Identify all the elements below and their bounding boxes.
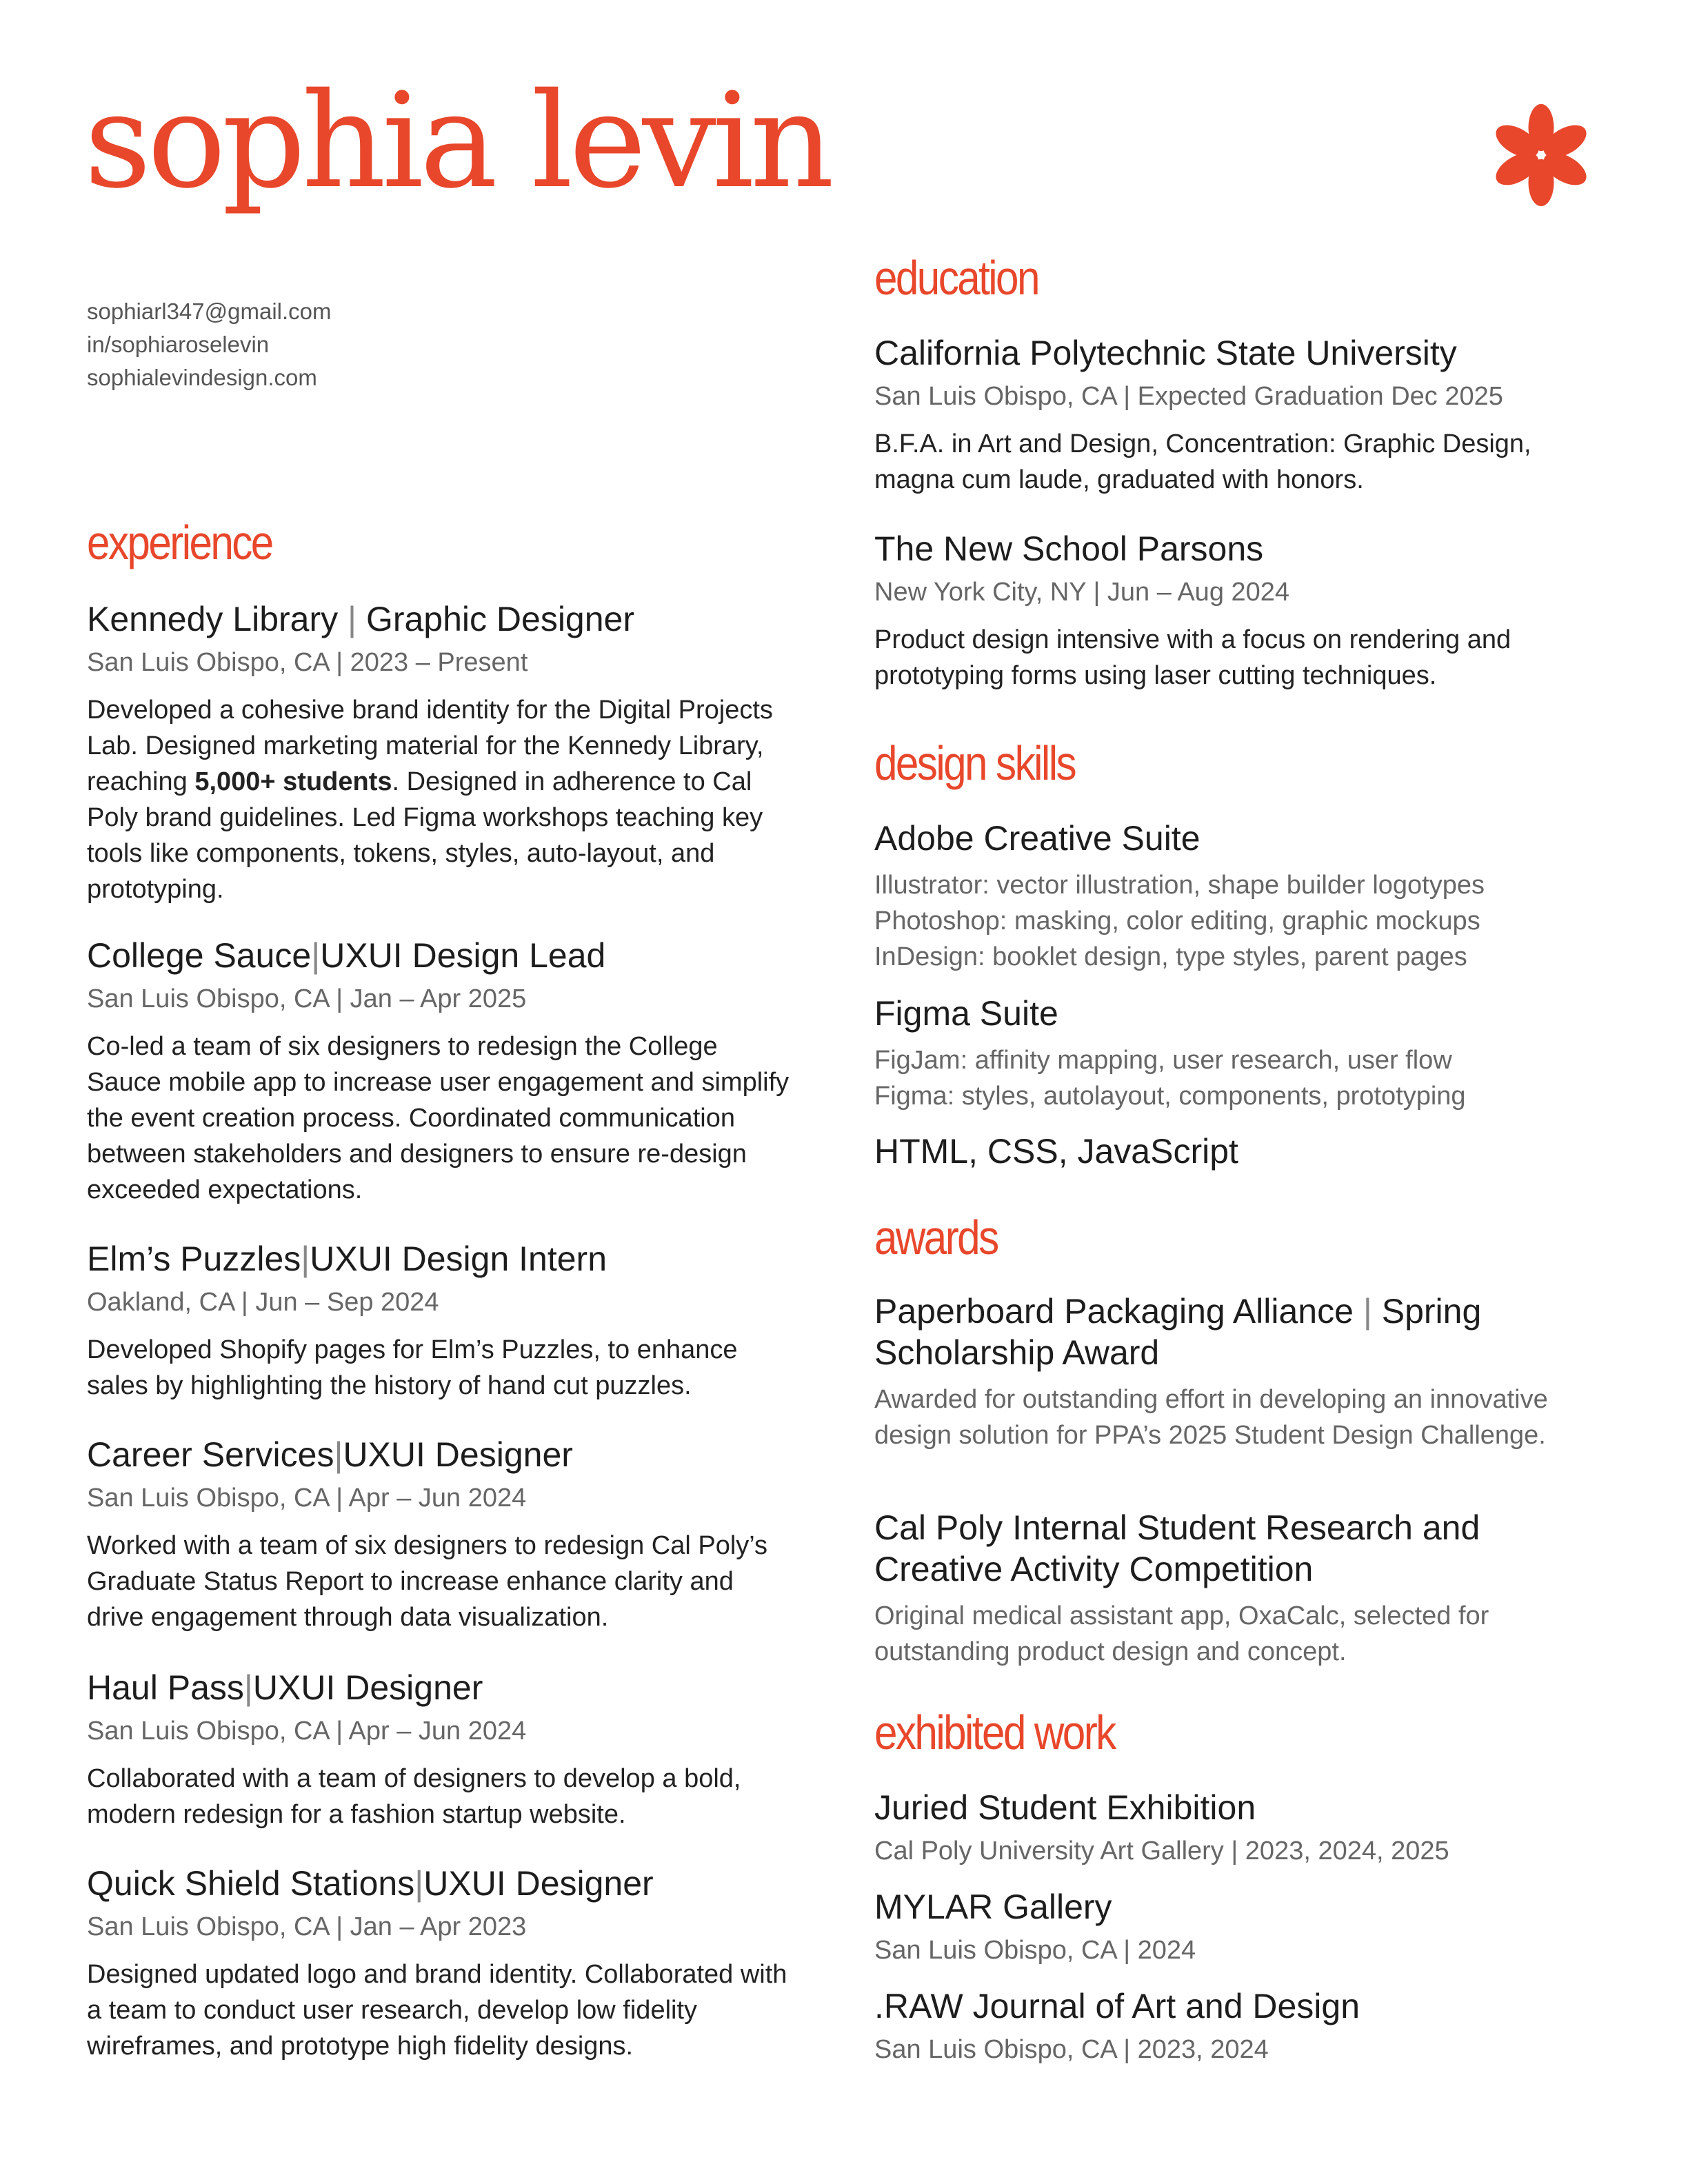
school-description: B.F.A. in Art and Design, Concentration: Graphic Design, magna cum laude, graduated with honors. xyxy=(874,429,1531,494)
experience-entry xyxy=(87,1863,797,2064)
job-title: Quick Shield Stations|UXUI Designer xyxy=(87,1864,654,1903)
exhibit-meta: San Luis Obispo, CA | 2024 xyxy=(874,1936,1196,1965)
skill-group xyxy=(874,1131,1605,1172)
exhibit-name: MYLAR Gallery xyxy=(874,1888,1112,1926)
job-description: Collaborated with a team of designers to develop a bold, modern redesign for a fashion startup website. xyxy=(87,1764,741,1829)
award-name: Paperboard Packaging Alliance | Spring Scholarship Award xyxy=(874,1292,1482,1372)
job-description: Designed updated logo and brand identity. Collaborated with a team to conduct user research, develop low fidelity wireframes, and prototype high fidelity designs. xyxy=(87,1960,787,2061)
skill-group-name: Figma Suite xyxy=(874,994,1058,1033)
skill-group xyxy=(874,993,1605,1114)
job-title: Haul Pass|UXUI Designer xyxy=(87,1668,483,1707)
school-name: California Polytechnic State University xyxy=(874,334,1457,372)
school-meta: San Luis Obispo, CA | Expected Graduation Dec 2025 xyxy=(874,382,1503,411)
school-meta: New York City, NY | Jun – Aug 2024 xyxy=(874,578,1290,607)
exhibit-name: Juried Student Exhibition xyxy=(874,1788,1256,1827)
exhibit-entry xyxy=(874,1886,1605,1966)
exhibit-meta: San Luis Obispo, CA | 2023, 2024 xyxy=(874,2035,1269,2064)
experience-heading: experience xyxy=(87,516,272,569)
experience-entry xyxy=(87,1667,797,1832)
job-meta: Oakland, CA | Jun – Sep 2024 xyxy=(87,1288,439,1317)
award-description: Awarded for outstanding effort in developing an innovative design solution for PPA’s 2025 Student Design Challenge. xyxy=(874,1385,1548,1450)
exhibit-meta: Cal Poly University Art Gallery | 2023, 2024, 2025 xyxy=(874,1837,1449,1866)
job-title: Career Services|UXUI Designer xyxy=(87,1435,573,1474)
job-meta: San Luis Obispo, CA | Jan – Apr 2025 xyxy=(87,984,527,1013)
job-meta: San Luis Obispo, CA | Apr – Jun 2024 xyxy=(87,1484,527,1513)
skill-group-name: Adobe Creative Suite xyxy=(874,819,1200,858)
education-entry xyxy=(874,528,1605,694)
job-description: Developed Shopify pages for Elm’s Puzzles, to enhance sales by highlighting the history of hand cut puzzles. xyxy=(87,1335,738,1400)
exhibit-entry xyxy=(874,1787,1605,1867)
job-title: Kennedy Library | Graphic Designer xyxy=(87,600,634,638)
awards-heading: awards xyxy=(874,1211,998,1264)
exhibit-entry xyxy=(874,1985,1605,2065)
school-description: Product design intensive with a focus on rendering and prototyping forms using laser cutting techniques. xyxy=(874,625,1511,690)
job-description: Developed a cohesive brand identity for the Digital Projects Lab. Designed marketing material for the Kennedy Library, reaching 5,000+ students. Designed in adherence to Cal Poly brand guidelines. Led Figma workshops teaching key tools like components, tokens, styles, auto-layout, and prototyping. xyxy=(87,696,773,904)
job-meta: San Luis Obispo, CA | Jan – Apr 2023 xyxy=(87,1912,527,1941)
website-link[interactable]: sophialevindesign.com xyxy=(87,365,317,390)
award-entry xyxy=(874,1507,1605,1670)
experience-entry xyxy=(87,1434,797,1635)
education-entry xyxy=(874,332,1605,498)
award-name: Cal Poly Internal Student Research and Creative Activity Competition xyxy=(874,1508,1480,1588)
skill-group-name: HTML, CSS, JavaScript xyxy=(874,1132,1238,1171)
job-description: Worked with a team of six designers to redesign Cal Poly’s Graduate Status Report to increase enhance clarity and drive engagement through data visualization. xyxy=(87,1531,768,1632)
exhibited-heading: exhibited work xyxy=(874,1706,1115,1759)
job-title: Elm’s Puzzles|UXUI Design Intern xyxy=(87,1240,607,1278)
job-meta: San Luis Obispo, CA | Apr – Jun 2024 xyxy=(87,1717,527,1746)
exhibit-name: .RAW Journal of Art and Design xyxy=(874,1987,1360,2025)
job-title: College Sauce|UXUI Design Lead xyxy=(87,936,606,975)
resume-name: sophia levin xyxy=(84,65,831,217)
job-description: Co-led a team of six designers to redesign the College Sauce mobile app to increase user engagement and simplify the event creation process. Coordinated communication between stakeholders and designers to ensure re-design exceeded expectations. xyxy=(87,1032,790,1204)
experience-entry xyxy=(87,935,797,1208)
asterisk-icon xyxy=(1489,100,1593,210)
experience-entry xyxy=(87,1238,797,1404)
school-name: The New School Parsons xyxy=(874,529,1264,568)
linkedin-link[interactable]: in/sophiaroselevin xyxy=(87,332,270,357)
skill-lines: FigJam: affinity mapping, user research, user flow Figma: styles, autolayout, components, prototyping xyxy=(874,1046,1466,1111)
experience-entry xyxy=(87,598,797,907)
job-meta: San Luis Obispo, CA | 2023 – Present xyxy=(87,648,528,677)
contact-info xyxy=(87,295,332,394)
skill-group xyxy=(874,818,1605,975)
email-link[interactable]: sophiarl347@gmail.com xyxy=(87,299,332,324)
skills-heading: design skills xyxy=(874,736,1076,790)
award-description: Original medical assistant app, OxaCalc, selected for outstanding product design and concept. xyxy=(874,1601,1489,1666)
award-entry xyxy=(874,1291,1605,1453)
skill-lines: Illustrator: vector illustration, shape builder logotypes Photoshop: masking, color editing, graphic mockups InDesign: booklet design, type styles, parent pages xyxy=(874,871,1485,971)
education-heading: education xyxy=(874,251,1038,305)
